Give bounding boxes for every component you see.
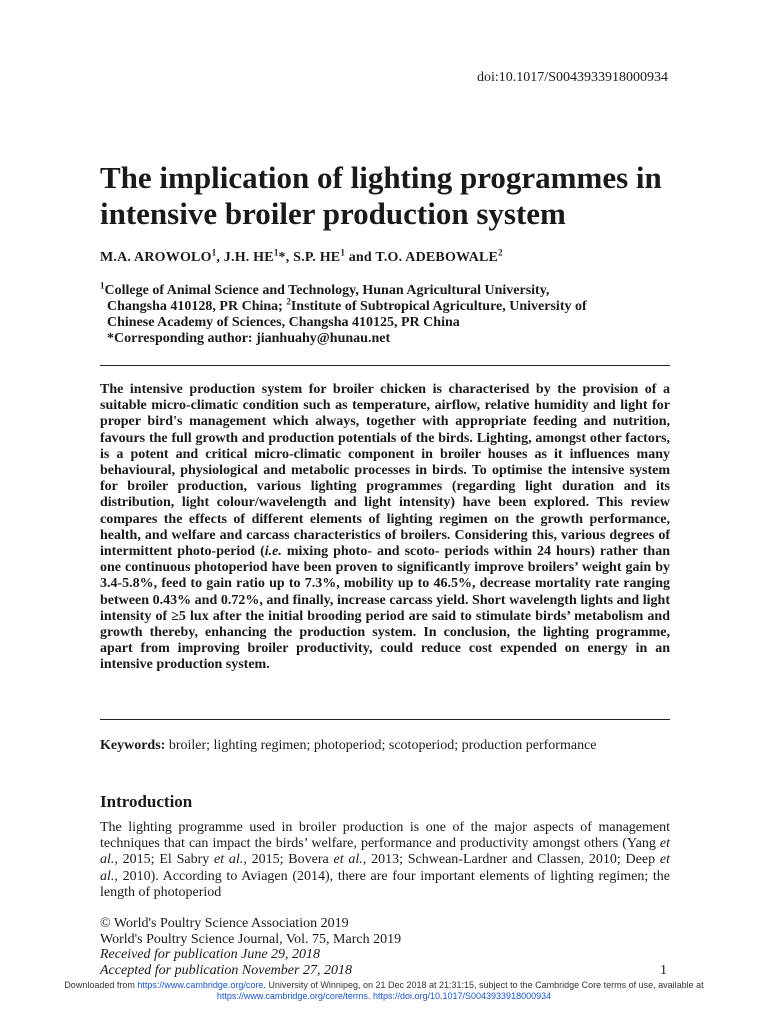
keywords bbox=[100, 738, 597, 754]
section-heading-introduction: Introduction bbox=[100, 792, 193, 811]
page-number: 1 bbox=[660, 963, 667, 978]
author-list: M.A. AROWOLO$^1$, J.H. $HE^1*$, S.P. $HE^1$ and T.O. ADEBOWALE$^2$ bbox=[100, 247, 503, 265]
author-name: J.H. HE bbox=[223, 250, 274, 265]
author-affil-sup: 1 bbox=[273, 247, 279, 258]
author-name: S.P. HE bbox=[293, 250, 341, 265]
terms-link[interactable]: https://www.cambridge.org/core/terms bbox=[216, 991, 368, 1001]
author-name: M.A. AROWOLO bbox=[100, 250, 212, 265]
journal-line: World's Poultry Science Journal, Vol. 75, March 2019 bbox=[100, 931, 402, 947]
doi-header: doi:10.1017/S0043933918000934 bbox=[477, 70, 668, 85]
affiliation-line: Chinese Academy of Sciences, Changsha 410125, PR China bbox=[107, 315, 460, 330]
affiliation-line: $^1$College of Animal Science and Technology, Hunan Agricultural University, bbox=[100, 280, 550, 298]
corresponding-author: *Corresponding author: jianhuahy@hunau.net bbox=[107, 331, 391, 346]
affiliation-line: Changsha 410128, PR China; $^2$Institute of Subtropical Agriculture, University of bbox=[107, 296, 587, 314]
abstract: The intensive production system for broiler chicken is characterised by the provision of a suitable micro-climatic condition such as temperature, airflow, relative humidity and light for proper bird's management which always, together with appropriate feeding and nutrition, favours the full growth and production potentials of the birds. Lighting, amongst other factors, is a potent and critical micro-climatic component in broiler houses as it influences many behavioural, physiological and metabolic processes in birds. To optimise the intensive system for broiler production, various lighting programmes (regarding light duration and its distribution, light colour/wavelength and light intensity) have been explored. This review compares the effects of different elements of lighting regimen on the growth performance, health, and welfare and carcass characteristics of broilers. Considering this, various degrees of intermittent photo-period (i.e. mixing photo- and scoto- periods within 24 hours) rather than one continuous photoperiod have been proven to significantly improve broilers’ weight gain by 3.4-5.8%, feed to gain ratio up to 7.3%, mobility up to 46.5%, decrease mortality rate ranging between 0.43% and 0.72%, and finally, increase carcass yield. Short wavelength lights and light intensity of ≥5 lux after the initial brooding period are said to stimulate birds’ metabolism and growth thereby, enhancing the production system. In conclusion, the lighting programme, apart from improving broiler productivity, could reduce cost expended on energy in an intensive production system. bbox=[100, 382, 670, 673]
cambridge-core-link[interactable]: https://www.cambridge.org/core bbox=[137, 980, 264, 990]
copyright-line: © World's Poultry Science Association 2019 bbox=[100, 916, 349, 931]
author-name: T.O. ADEBOWALE bbox=[375, 250, 499, 265]
download-notice-line: https://www.cambridge.org/core/terms. https://doi.org/10.1017/S0043933918000934 bbox=[216, 991, 552, 1001]
author-affil-sup: 2 bbox=[498, 247, 503, 258]
divider bbox=[100, 365, 670, 366]
accepted-line: Accepted for publication November 27, 2018 bbox=[100, 962, 352, 978]
introduction-paragraph: The lighting programme used in broiler production is one of the major aspects of management techniques that can impact the birds’ welfare, performance and productivity amongst others (Yang et al., 2015; El Sabry et al., 2015; Bovera et al., 2013; Schwean-Lardner and Classen, 2010; Deep et al., 2010). According to Aviagen (2014), there are four important elements of lighting regimen; the length of photoperiod bbox=[100, 820, 670, 900]
publication-footer bbox=[100, 916, 401, 978]
affiliations bbox=[100, 280, 670, 347]
keywords-label: Keywords: bbox=[100, 738, 166, 753]
received-line: Received for publication June 29, 2018 bbox=[100, 947, 321, 962]
keywords-text: broiler; lighting regimen; photoperiod; scotoperiod; production performance bbox=[165, 738, 597, 753]
article-title: The implication of lighting programmes in intensive broiler production system bbox=[100, 160, 662, 231]
author-affil-sup: 1 bbox=[340, 247, 346, 258]
download-notice bbox=[0, 980, 768, 1002]
divider bbox=[100, 719, 670, 720]
author-affil-sup: 1 bbox=[211, 247, 217, 258]
corresponding-mark: * bbox=[278, 250, 286, 265]
doi-link[interactable]: https://doi.org/10.1017/S0043933918000934 bbox=[372, 991, 552, 1001]
download-notice-line: Downloaded from https://www.cambridge.org/core. University of Winnipeg, on 21 Dec 2018 at 21:31:15, subject to the Cambridge Core terms of use, available at bbox=[64, 980, 704, 990]
